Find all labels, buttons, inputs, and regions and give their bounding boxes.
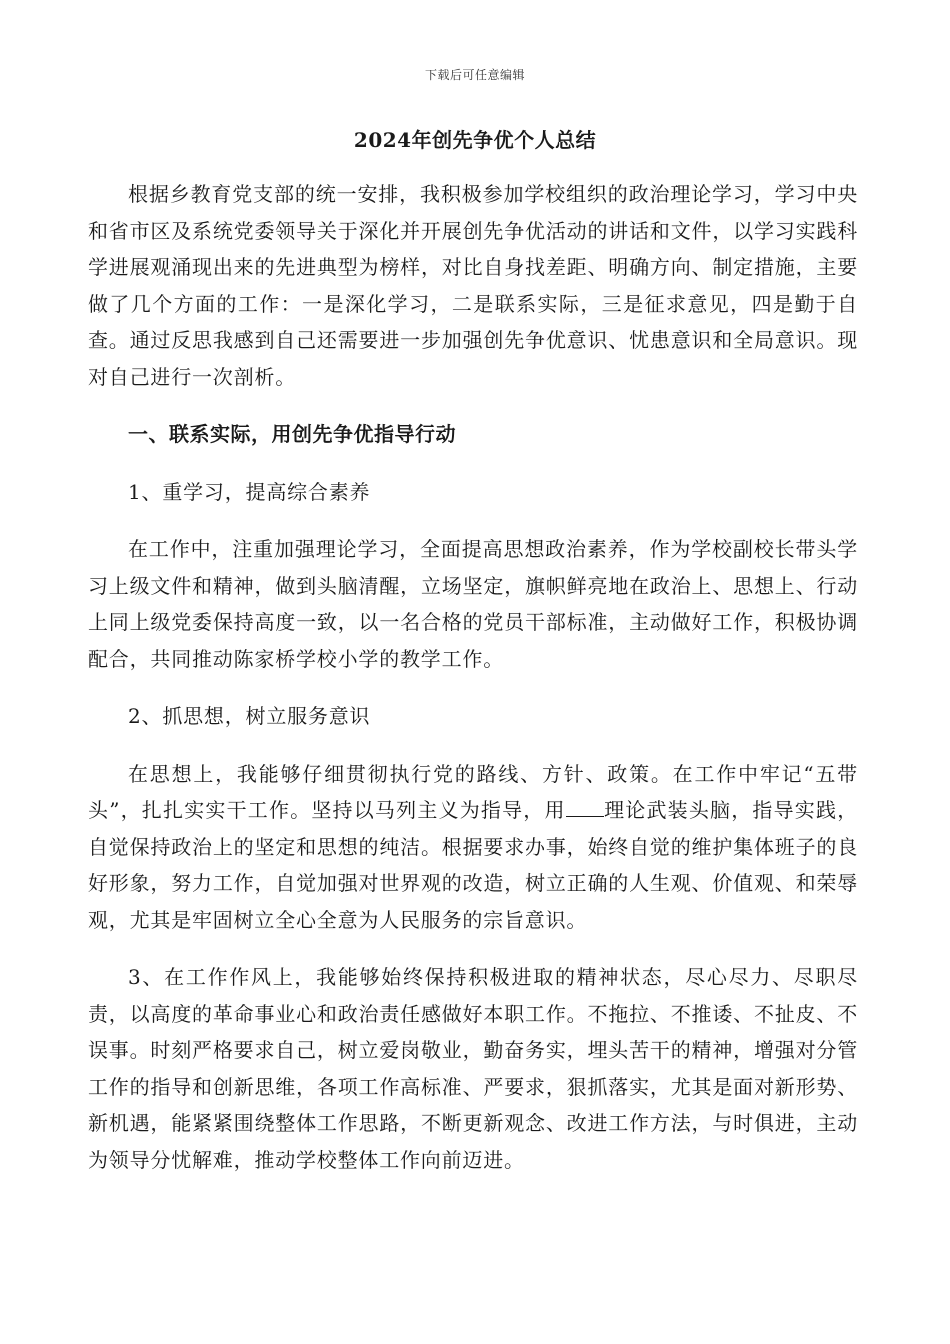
sub2-heading: 2、抓思想，树立服务意识 xyxy=(128,704,371,728)
section1-heading: 一、联系实际，用创先争优指导行动 xyxy=(128,422,456,446)
header-note: 下载后可任意编辑 xyxy=(424,68,525,82)
blank-underline xyxy=(566,800,604,817)
sub2-text-a: 在思想上，我能够仔细贯彻执行党的路线、方针、政策。在工作中牢记“五带头”，扎扎实实干工作。坚持以马列主义为指导，用 xyxy=(88,761,858,822)
sub3-paragraph: 3、在工作作风上，我能够始终保持积极进取的精神状态，尽心尽力、尽职尽责，以高度的革命事业心和政治责任感做好本职工作。不拖拉、不推诿、不扯皮、不误事。时刻严格要求自己，树立爱岗敬业，勤奋务实，埋头苦干的精神，增强对分管工作的指导和创新思维，各项工作高标准、严要求，狠抓落实，尤其是面对新形势、新机遇，能紧紧围绕整体工作思路，不断更新观念、改进工作方法，与时俱进，主动为领导分忧解难，推动学校整体工作向前迈进。 xyxy=(88,965,858,1172)
document-body xyxy=(88,176,858,1178)
sub1-paragraph: 在工作中，注重加强理论学习，全面提高思想政治素养，作为学校副校长带头学习上级文件和精神，做到头脑清醒，立场坚定，旗帜鲜亮地在政治上、思想上、行动上同上级党委保持高度一致，以一名合格的党员干部标准，主动做好工作，积极协调配合，共同推动陈家桥学校小学的教学工作。 xyxy=(88,537,858,671)
sub1-heading: 1、重学习，提高综合素养 xyxy=(128,479,371,504)
document-title: 2024年创先争优个人总结 xyxy=(353,128,597,152)
sub2-text-b: 理论武装头脑，指导实践，自觉保持政治上的坚定和思想的纯洁。根据要求办事，始终自觉的维护集体班子的良好形象，努力工作，自觉加强对世界观的改造，树立正确的人生观、价值观、和荣辱观，尤其是牢固树立全心全意为人民服务的宗旨意识。 xyxy=(88,798,858,932)
sub2-paragraph xyxy=(88,756,858,939)
intro-paragraph: 根据乡教育党支部的统一安排，我积极参加学校组织的政治理论学习，学习中央和省市区及系统党委领导关于深化并开展创先争优活动的讲话和文件，以学习实践科学进展观涌现出来的先进典型为榜样，对比自身找差距、明确方向、制定措施，主要做了几个方面的工作：一是深化学习，二是联系实际，三是征求意见，四是勤于自查。通过反思我感到自己还需要进一步加强创先争优意识、忧患意识和全局意识。现对自己进行一次剖析。 xyxy=(88,182,858,389)
